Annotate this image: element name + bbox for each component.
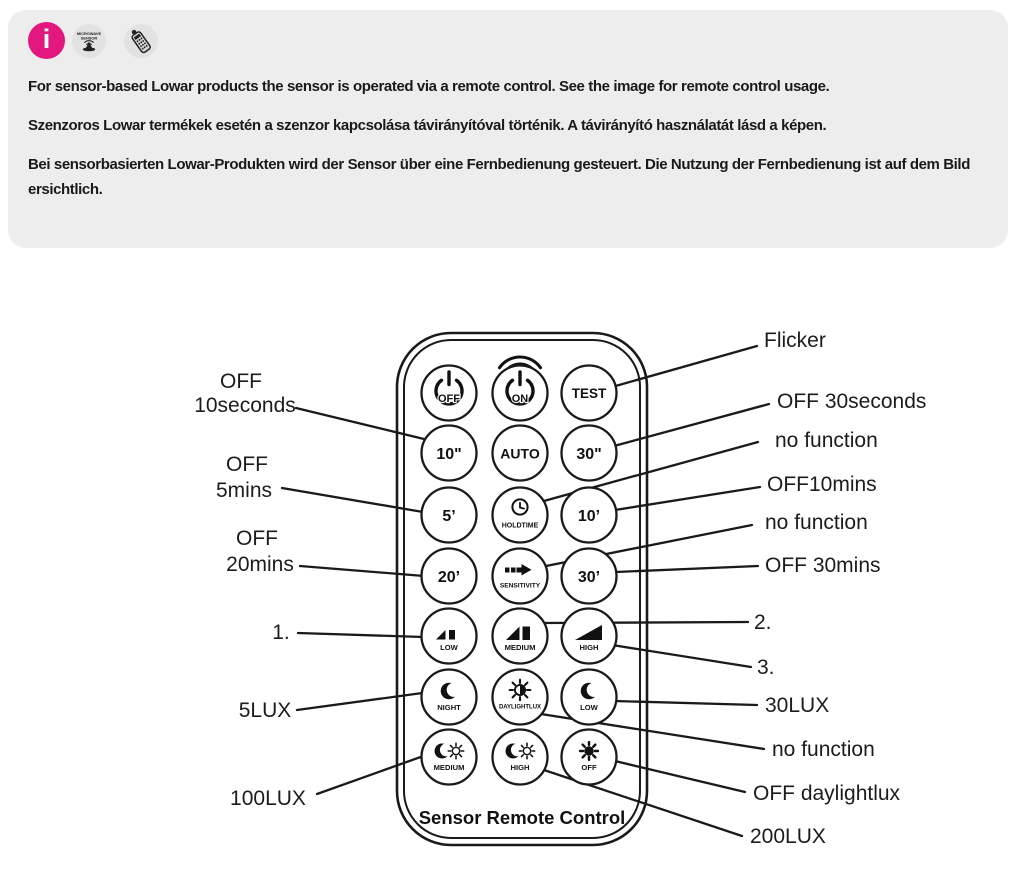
svg-text:OFF: OFF <box>438 393 460 405</box>
svg-text:OFF10mins: OFF10mins <box>767 473 877 496</box>
remote-button-30min <box>562 549 617 604</box>
remote-button-off-power <box>422 366 477 421</box>
svg-text:OFF 30mins: OFF 30mins <box>765 554 881 577</box>
svg-text:5’: 5’ <box>442 508 456 525</box>
svg-text:OFF 30seconds: OFF 30seconds <box>777 390 927 413</box>
paragraph-english: For sensor-based Lowar products the sensor is operated via a remote control. See the image for remote control usage. <box>28 78 830 95</box>
svg-text:Flicker: Flicker <box>764 329 826 352</box>
clock-icon <box>512 499 527 514</box>
remote-button-lux-low <box>562 670 617 725</box>
svg-text:SENSOR: SENSOR <box>80 35 98 41</box>
remote-button-auto <box>493 426 548 481</box>
svg-text:200LUX: 200LUX <box>750 825 826 848</box>
info-icon-glyph: i <box>42 24 51 54</box>
remote-button-20min <box>422 549 477 604</box>
svg-text:100LUX: 100LUX <box>230 787 306 810</box>
svg-text:AUTO: AUTO <box>500 445 540 462</box>
remote-button-sensitivity <box>493 549 548 604</box>
icons-row <box>8 10 1008 74</box>
svg-text:MEDIUM: MEDIUM <box>504 643 536 652</box>
remote-button-10min <box>562 488 617 543</box>
svg-text:no function: no function <box>765 511 868 534</box>
remote-title: Sensor Remote Control <box>418 807 626 828</box>
remote-button-on-power <box>493 366 548 421</box>
remote-button-night <box>422 670 477 725</box>
svg-text:OFF: OFF <box>581 763 597 772</box>
remote-diagram <box>0 300 1024 881</box>
svg-text:no function: no function <box>772 738 875 761</box>
svg-text:no function: no function <box>775 429 878 452</box>
svg-text:30’: 30’ <box>577 569 601 586</box>
svg-text:ON: ON <box>511 393 529 405</box>
svg-text:LOW: LOW <box>580 703 598 712</box>
info-panel <box>8 10 1008 248</box>
svg-text:10": 10" <box>436 446 462 463</box>
svg-text:20mins: 20mins <box>226 553 294 576</box>
info-icon <box>28 22 65 59</box>
remote-button-30sec <box>562 426 617 481</box>
svg-text:OFF daylightlux: OFF daylightlux <box>753 782 901 805</box>
remote-button-test <box>562 366 617 421</box>
svg-text:OFF: OFF <box>220 370 262 393</box>
right-callout-labels <box>750 329 926 848</box>
svg-text:10seconds: 10seconds <box>194 394 296 417</box>
svg-text:OFF: OFF <box>226 453 268 476</box>
remote-button-lux-high <box>493 730 548 785</box>
remote-button-sens-low <box>422 609 477 664</box>
svg-text:5LUX: 5LUX <box>238 699 292 722</box>
svg-text:3.: 3. <box>757 656 775 679</box>
svg-text:DAYLIGHTLUX: DAYLIGHTLUX <box>498 704 542 711</box>
svg-text:1.: 1. <box>272 621 290 644</box>
svg-text:30LUX: 30LUX <box>765 694 830 717</box>
paragraph-hungarian: Szenzoros Lowar termékek esetén a szenzor kapcsolása távirányítóval történik. A távirányító használatát lásd a képen. <box>28 117 827 134</box>
remote-button-daylightlux <box>493 670 548 725</box>
remote-button-holdtime <box>493 488 548 543</box>
svg-text:OFF: OFF <box>236 527 278 550</box>
sun-filled-icon <box>580 742 598 760</box>
svg-text:TEST: TEST <box>571 386 607 401</box>
remote-button-lux-off <box>562 730 617 785</box>
svg-text:MICROWAVE: MICROWAVE <box>76 31 102 36</box>
remote-button-sens-high <box>562 609 617 664</box>
left-callout-labels <box>194 370 306 810</box>
svg-text:2.: 2. <box>754 611 772 634</box>
svg-text:20’: 20’ <box>437 569 461 586</box>
remote-button-sens-medium <box>493 609 548 664</box>
svg-text:MEDIUM: MEDIUM <box>433 763 465 772</box>
svg-text:30": 30" <box>576 446 602 463</box>
remote-control-icon <box>124 24 158 58</box>
paragraph-german: Bei sensorbasierten Lowar-Produkten wird der Sensor über eine Fernbedienung gesteuert. Die Nutzung der Fernbedienung ist auf dem Bild ersichtlich. <box>28 156 970 198</box>
svg-text:10’: 10’ <box>577 508 601 525</box>
svg-text:HIGH: HIGH <box>510 763 530 772</box>
svg-text:5mins: 5mins <box>215 479 273 502</box>
microwave-sensor-icon <box>72 24 106 58</box>
remote-button-5min <box>422 488 477 543</box>
microwave-sensor-glyph <box>72 24 106 58</box>
remote-control-glyph <box>124 24 158 58</box>
remote-button-10sec <box>422 426 477 481</box>
remote-button-lux-medium <box>422 730 477 785</box>
sun-half-icon <box>510 680 531 701</box>
svg-text:HOLDTIME: HOLDTIME <box>501 522 539 530</box>
svg-text:LOW: LOW <box>440 643 458 652</box>
svg-text:HIGH: HIGH <box>579 643 599 652</box>
svg-text:NIGHT: NIGHT <box>437 703 461 712</box>
svg-text:SENSITIVITY: SENSITIVITY <box>499 582 541 590</box>
